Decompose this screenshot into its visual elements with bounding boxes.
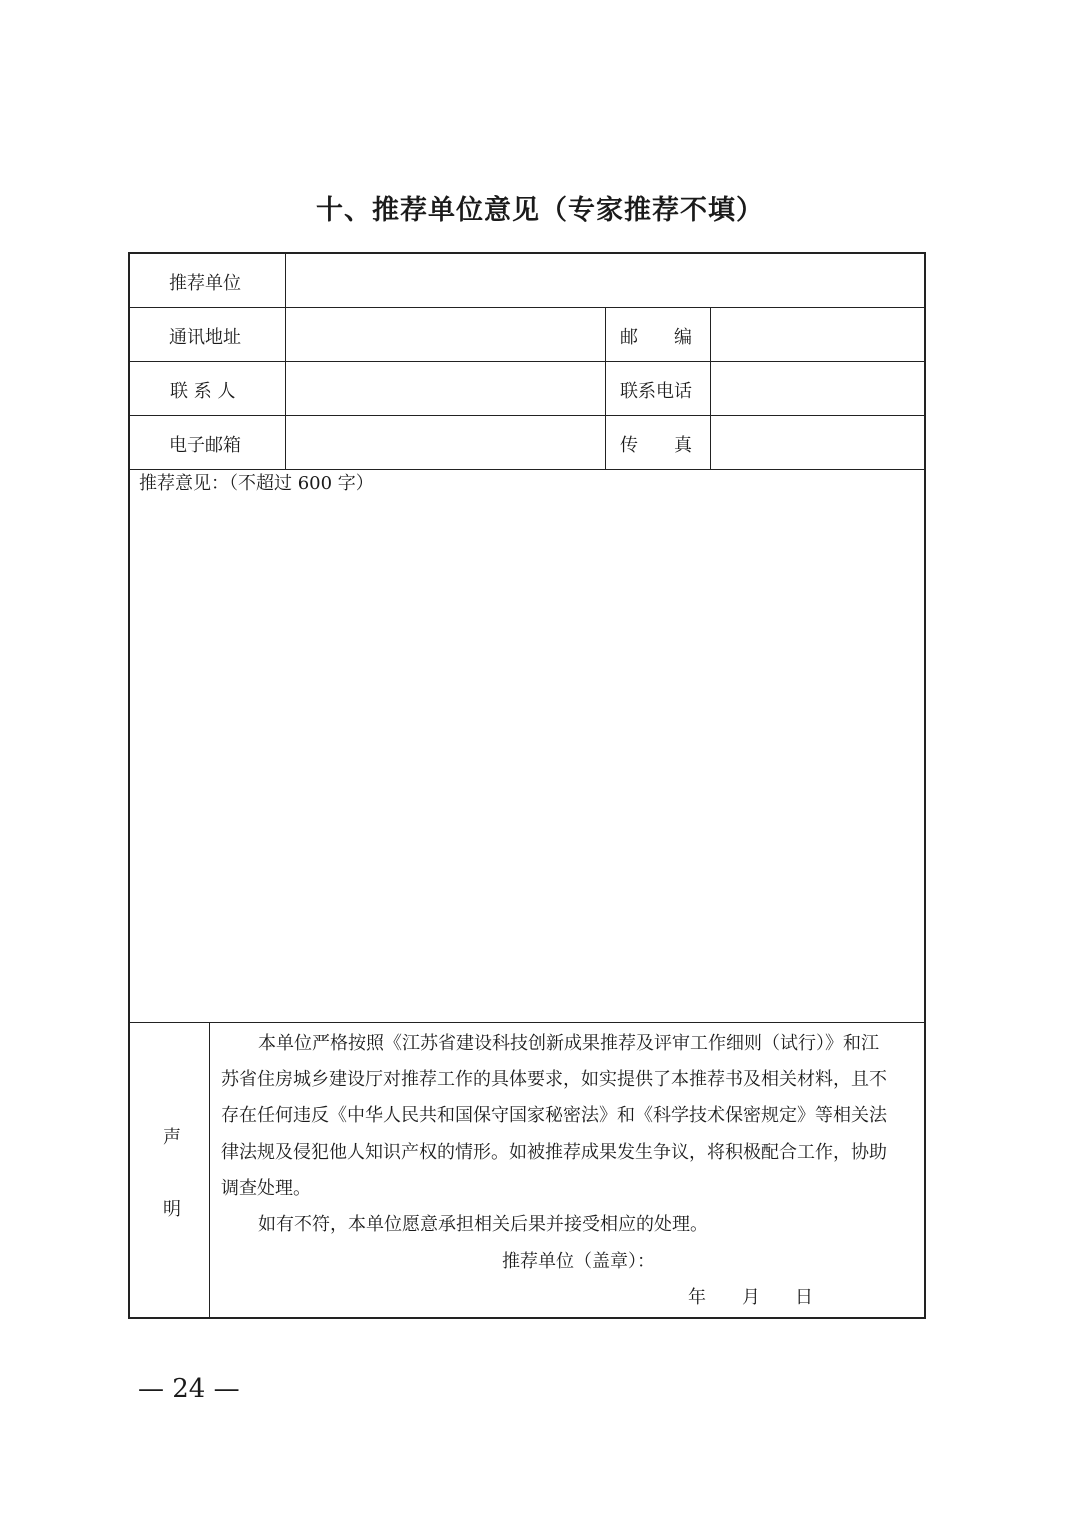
table-border-bottom	[128, 1317, 926, 1319]
postcode-label: 邮 编	[620, 327, 692, 348]
fax-field[interactable]	[712, 416, 923, 468]
date-month-label: 月	[742, 1287, 760, 1308]
declaration-line: 调查处理。	[221, 1178, 311, 1199]
email-field[interactable]	[287, 416, 604, 468]
table-column-divider	[605, 307, 606, 469]
table-column-divider	[710, 307, 711, 469]
page-title: 十、推荐单位意见（专家推荐不填）	[316, 195, 764, 226]
table-border-left	[128, 252, 130, 1319]
declaration-line: 律法规及侵犯他人知识产权的情形。如被推荐成果发生争议，将积极配合工作，协助	[221, 1142, 887, 1163]
contact-label: 联 系 人	[170, 381, 236, 402]
declaration-side-label: 明	[163, 1199, 181, 1220]
stamp-label: 推荐单位（盖章）：	[502, 1251, 655, 1272]
date-year-label: 年	[688, 1287, 706, 1308]
declaration-line: 如有不符，本单位愿意承担相关后果并接受相应的处理。	[258, 1214, 708, 1235]
opinion-label: 推荐意见：（不超过 600 字）	[139, 473, 374, 494]
declaration-line: 存在任何违反《中华人民共和国保守国家秘密法》和《科学技术保密规定》等相关法	[221, 1105, 887, 1126]
declaration-line: 苏省住房城乡建设厅对推荐工作的具体要求，如实提供了本推荐书及相关材料，且不	[221, 1069, 887, 1090]
email-label: 电子邮箱	[169, 435, 241, 456]
phone-field[interactable]	[712, 362, 923, 414]
fax-label: 传 真	[620, 435, 692, 456]
recommending-unit-field[interactable]	[287, 254, 923, 306]
phone-label: 联系电话	[620, 381, 692, 402]
table-border-right	[924, 252, 926, 1319]
contact-field[interactable]	[287, 362, 604, 414]
date-day-label: 日	[795, 1287, 813, 1308]
postcode-field[interactable]	[712, 308, 923, 360]
table-column-divider	[285, 252, 286, 469]
page-number: — 24 —	[138, 1374, 240, 1404]
table-row-divider	[128, 1022, 926, 1023]
address-label: 通讯地址	[169, 327, 241, 348]
declaration-side-label: 声	[163, 1127, 181, 1148]
address-field[interactable]	[287, 308, 604, 360]
declaration-line: 本单位严格按照《江苏省建设科技创新成果推荐及评审工作细则（试行）》和江	[258, 1033, 879, 1054]
recommending-unit-label: 推荐单位	[169, 273, 241, 294]
opinion-textarea[interactable]	[131, 500, 923, 1020]
table-row-divider	[128, 469, 926, 470]
table-column-divider	[209, 1022, 210, 1318]
